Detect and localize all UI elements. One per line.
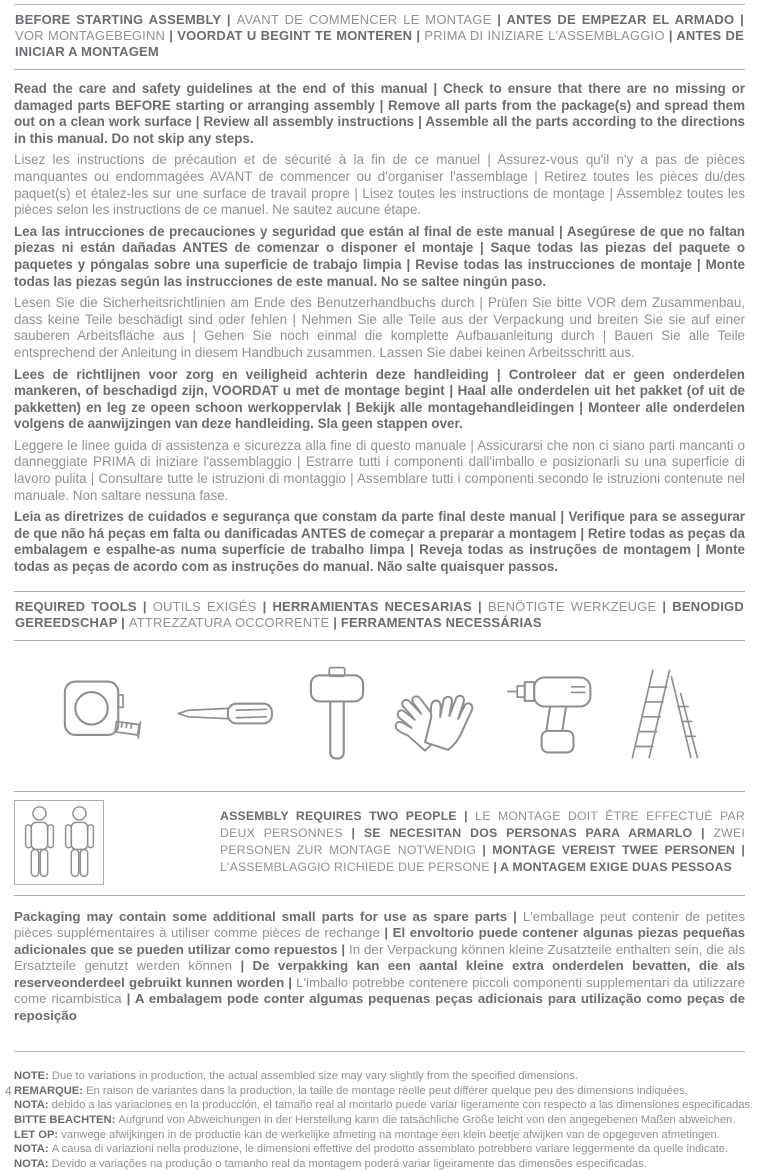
note-line-pt [14,1157,745,1171]
pipe-separator: | [656,598,673,614]
intro-paragraph-es: Lea las intrucciones de precauciones y seguridad que están al final de este manual | Asegúrese de que no faltan piezas ni están dañadas ANTES de comenzar o disponer el montaje | Saque todas las piezas del paquete o paquetes y póngalas sobre una superficie de trabajo limpia | Revise todas las instrucciones de montaje | Monte todas las piezas según las instrucciones de este manual. No se saltee ningún paso. [14,223,745,289]
text-segment: PRIMA DI INIZIARE L'ASSEMBLAGGIO [424,28,665,43]
note-line-de [14,1113,745,1128]
note-line-es [14,1098,754,1113]
pipe-separator: | [664,28,677,43]
intro-paragraph-en: Read the care and safety guidelines at the end of this manual | Check to ensure that there are no missing or damaged parts BEFORE starting or arranging assembly | Remove all parts from the package(s) and spread them out on a clean work surface | Review all assembly instructions | Assemble all the parts according to the directions in this manual. Do not skip any steps. [14,81,745,146]
text-segment: In der Verpackung können kleine Zusatzteile enthalten sein, die als Ersatzteile genutzt werden können [14,941,745,974]
pipe-separator: | [456,809,476,824]
divider-below-title [14,69,745,70]
mallet-icon [308,665,366,763]
intro-paragraph-de: Lesen Sie die Sicherheitsrichtlinien am Ende des Benutzerhandbuchs durch | Prüfen Sie bitte VOR dem Zusammenbau, dass keine Teile beschädigt sind oder fehlen | Nehmen Sie alle Teile aus der Verpackung und breiten Sie sie auf einer sauberen Arbeitsfläche aus | Gehen Sie noch einmal die komplette Aufbauanleitung durch | Bauen Sie alle Teile entsprechend der Anleitung in diesem Handbuch zusammen. Lassen Sie dabei keinen Arbeitsschritt aus. [14,295,745,360]
two-people-text [220,808,745,876]
text-segment: VOORDAT U BEGINT TE MONTEREN [177,28,413,43]
pipe-separator: | [734,12,744,27]
note-line-it [14,1142,745,1157]
pipe-separator: | [136,598,153,614]
text-segment: A MONTAGEM EXIGE DUAS PESSOAS [500,860,733,875]
screwdriver-icon [173,699,279,729]
note-label: REMARQUE: [14,1084,87,1097]
note-label: LET OP: [14,1128,62,1141]
pipe-separator: | [256,598,273,614]
note-text: vanwege afwijkingen in de productie kan de werkelijke afmeting na montage een klein beetje afwijken van de opgegeven afmetingen. [61,1128,720,1141]
note-label: NOTA: [14,1157,52,1170]
text-segment: L'ASSEMBLAGGIO RICHIEDE DUE PERSONE [220,860,490,875]
divider-below-two-people [14,895,745,896]
two-people-section [14,792,745,895]
text-segment: A embalagem pode conter algumas pequenas peças adicionais para utilização como peças de reposição [14,991,746,1023]
text-segment: ANTES DE EMPEZAR EL ARMADO [506,12,735,27]
text-segment: BENÖTIGTE WERKZEUGE [487,598,657,614]
text-segment: L'imballo potrebbe contenere piccoli componenti supplementari da utilizzare come ricambistica [14,974,746,1007]
text-segment: VOR MONTAGEBEGINN [15,28,166,43]
intro-paragraph-nl: Lees de richtlijnen voor zorg en veiligheid achterin deze handleiding | Controleer dat er geen onderdelen mankeren, of beschadigd zijn, VOORDAT u met de montage begint | Haal alle onderdelen uit het pakket (of uit de pakketten) en leg ze opeen schoon werkoppervlak | Bekijk alle montagehandleidingen | Monteer alle onderdelen volgens de aanwijzingen van deze handleiding. Sla geen stappen over. [14,366,745,432]
pipe-separator: | [692,826,714,841]
pipe-separator: | [412,28,425,43]
text-segment: LE MONTAGE DOIT ÊTRE EFFECTUÉ PAR DEUX PERSONNES [220,809,746,841]
text-segment: ASSEMBLY REQUIRES TWO PEOPLE [220,809,457,824]
pipe-separator: | [476,843,493,858]
text-segment: FERRAMENTAS NECESSÁRIAS [340,614,542,630]
text-segment: ZWEI PERSONEN ZUR MONTAGE NOTWENDIG [220,826,746,858]
text-segment: De verpakking kan een aantal kleine extra onderdelen bevatten, die als reserveonderdeel gebruikt kunnen worden [14,958,745,990]
page-number: 4 [5,1084,12,1098]
text-segment: El envoltorio puede contener algunas piezas pequeñas adicionales que se pueden utilizar como repuestos [14,925,745,957]
two-people-icon [14,800,104,885]
pipe-separator: | [284,974,297,990]
ladder-icon [625,665,703,763]
text-segment: BEFORE STARTING ASSEMBLY [15,12,222,27]
note-line-nl [14,1128,745,1143]
divider-above-notes [14,1051,745,1052]
notes-section [14,1069,754,1171]
intro-paragraph-pt: Leia as diretrizes de cuidados e segurança que constam da parte final deste manual | Verifique para se assegurar de que não há peças em falta ou danificadas ANTES de começar a preparar a montagem | Retire todas as peças da embalagem e espalhe-as numa superfície de trabalho limpa | Reveja todas as instruções de montagem | Monte todas as peças de acordo com as instruções do manual. Não salte quaisquer passos. [14,509,745,575]
pipe-separator: | [379,925,393,941]
pipe-separator: | [117,614,129,630]
note-text: debido a las variaciones en la producción, el tamaño real al montarlo puede variar ligeramente con respecto a las dimensiones especificadas. [51,1099,754,1112]
packaging-paragraph [14,909,745,1025]
text-segment: BENODIGD GEREEDSCHAP [15,598,744,630]
pipe-separator: | [489,860,501,875]
text-segment: REQUIRED TOOLS [15,598,137,614]
note-text: Devido a variações na produção o tamanho real da montagem poderá variar ligeiramente das dimensões especificadas. [51,1157,647,1170]
intro-section [14,81,745,576]
tape-measure-icon [62,677,144,751]
pipe-separator: | [165,28,178,43]
note-label: NOTE: [14,1070,52,1083]
pipe-separator: | [221,12,237,27]
required-tools-heading [14,592,745,640]
note-text: Aufgrund von Abweichungen in der Herstellung kann die tatsächliche Größe leicht von den angegebenen Maßen abweichen. [118,1113,736,1126]
text-segment: ATTREZZATURA OCCORRENTE [128,614,330,630]
pipe-separator: | [342,826,364,841]
text-segment: Packaging may contain some additional small parts for use as spare parts [14,908,508,924]
text-segment: ANTES DE INICIAR A MONTAGEM [15,28,744,59]
gloves-icon [395,675,477,753]
note-line-en [14,1069,745,1084]
note-label: BITTE BEACHTEN: [14,1113,119,1126]
text-segment: AVANT DE COMMENCER LE MONTAGE [236,12,492,27]
pipe-separator: | [240,958,253,974]
pipe-separator: | [507,908,523,924]
text-segment: HERRAMIENTAS NECESARIAS [272,598,472,614]
note-text: Due to variations in production, the actual assembled size may vary slightly from the specified dimensions. [51,1070,578,1083]
pipe-separator: | [337,941,350,957]
drill-icon [506,670,596,758]
pipe-separator: | [121,991,135,1007]
text-segment: SE NECESITAN DOS PERSONAS PARA ARMARLO [363,826,693,841]
intro-paragraph-it: Leggere le linee guida di assistenza e sicurezza alla fine di questo manuale | Assicurarsi che non ci siano parti mancanti o danneggiate PRIMA di iniziare l'assemblaggio | Estrarre tutti i componenti dall'imballo e posizionarli su una superficie di lavoro pulita | Consultare tutte le istruzioni di montaggio | Assemblare tutti i componenti secondo le istruzioni contenute nel manuale. Non saltare nessuna fase. [14,437,745,503]
pipe-separator: | [471,598,488,614]
note-text: A causa di variazioni nella produzione, le dimensioni effettive del prodotto assemblato potrebbero variare leggermente da quelle indicate. [51,1143,729,1156]
text-segment: MONTAGE VEREIST TWEE PERSONEN [492,843,736,858]
pipe-separator: | [735,843,745,858]
required-tools-icons [14,641,745,791]
note-line-fr [14,1084,745,1099]
note-label: NOTA: [14,1099,52,1112]
text-segment: L'emballage peut contenir de petites pièces supplémentaires à utiliser comme pièces de rechange [14,908,746,941]
pipe-separator: | [491,12,507,27]
note-label: NOTA: [14,1143,52,1156]
page-title [14,5,745,69]
note-text: En raison de variantes dans la production, la taille de montage réelle peut différer quelque peu des dimensions indiquées. [86,1084,688,1097]
text-segment: OUTILS EXIGÉS [152,598,257,614]
pipe-separator: | [329,614,341,630]
intro-paragraph-fr: Lisez les instructions de précaution et de sécurité à la fin de ce manuel | Assurez-vous qu'il n'y a pas de pièces manquantes ou endommagées AVANT de commencer ou d'organiser l'assemblage | Retirez toutes les pièces du/des paquet(s) et étalez-les sur une surface de travail propre | Lisez toutes les instructions de montage | Assemblez toutes les pièces selon les instructions de ce manuel. Ne sautez aucune étape. [14,152,745,218]
